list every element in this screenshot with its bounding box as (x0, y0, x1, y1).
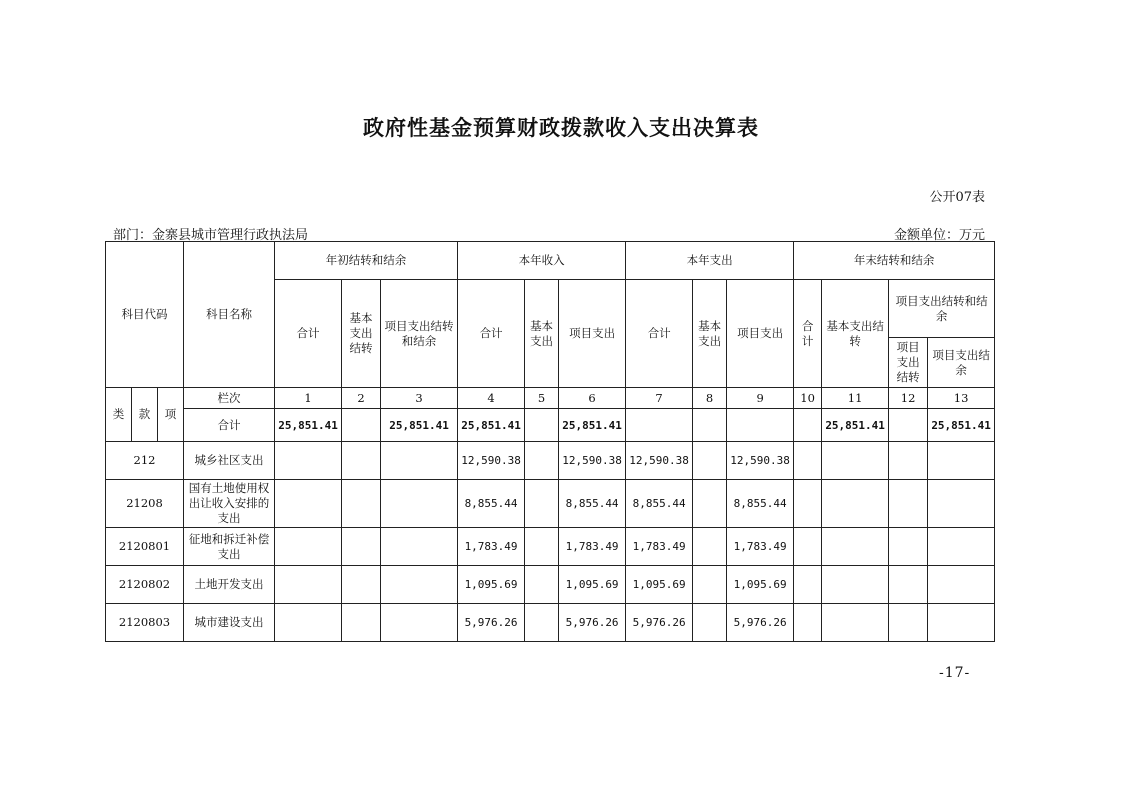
header-lei: 类 (106, 388, 132, 442)
row-value (342, 528, 381, 566)
row-value (525, 442, 559, 480)
header-begin-balance: 年初结转和结余 (275, 242, 458, 280)
row-code: 21208 (106, 480, 184, 528)
header-total-10: 合计 (794, 280, 822, 388)
unit-label: 金额单位：万元 (893, 228, 985, 243)
total-cell (693, 409, 727, 442)
row-value (275, 528, 342, 566)
row-value (889, 442, 928, 480)
row-value (275, 480, 342, 528)
col-number: 13 (928, 388, 995, 409)
total-cell (889, 409, 928, 442)
row-value (693, 566, 727, 604)
row-value: 5,976.26 (727, 604, 794, 642)
row-value (889, 566, 928, 604)
col-number: 11 (822, 388, 889, 409)
column-number-row (106, 388, 995, 409)
header-project-carry-balance: 项目支出结转和结余 (381, 280, 458, 388)
row-value (928, 566, 995, 604)
row-value: 12,590.38 (458, 442, 525, 480)
row-code: 2120801 (106, 528, 184, 566)
header-total-7: 合计 (626, 280, 693, 388)
total-cell: 25,851.41 (559, 409, 626, 442)
total-cell (342, 409, 381, 442)
row-value (693, 480, 727, 528)
header-project-carry-balance-end: 项目支出结转和结余 (889, 280, 995, 338)
row-value: 12,590.38 (626, 442, 693, 480)
col-number: 2 (342, 388, 381, 409)
row-value (889, 480, 928, 528)
row-value (693, 604, 727, 642)
row-value (822, 604, 889, 642)
page-number: -17- (939, 665, 971, 681)
row-value (928, 604, 995, 642)
row-value: 1,095.69 (727, 566, 794, 604)
row-value: 5,976.26 (458, 604, 525, 642)
row-value (342, 442, 381, 480)
row-value: 5,976.26 (626, 604, 693, 642)
row-value (928, 442, 995, 480)
row-value: 5,976.26 (559, 604, 626, 642)
row-name: 土地开发支出 (184, 566, 275, 604)
row-name: 城乡社区支出 (184, 442, 275, 480)
row-value (822, 528, 889, 566)
total-cell: 25,851.41 (458, 409, 525, 442)
row-value: 1,783.49 (458, 528, 525, 566)
total-cell (794, 409, 822, 442)
header-end-balance: 年末结转和结余 (794, 242, 995, 280)
row-value (794, 528, 822, 566)
header-basic-8: 基本支出 (693, 280, 727, 388)
row-value: 1,095.69 (458, 566, 525, 604)
row-value: 12,590.38 (727, 442, 794, 480)
row-value (822, 566, 889, 604)
row-value: 8,855.44 (559, 480, 626, 528)
header-basic-carry: 基本支出结转 (342, 280, 381, 388)
col-number: 8 (693, 388, 727, 409)
header-total-1: 合计 (275, 280, 342, 388)
row-value (381, 528, 458, 566)
header-year-income: 本年收入 (458, 242, 626, 280)
row-label: 栏次 (184, 388, 275, 409)
row-value (794, 566, 822, 604)
row-value (822, 480, 889, 528)
row-value (794, 604, 822, 642)
row-value: 1,095.69 (626, 566, 693, 604)
row-value (794, 480, 822, 528)
col-number: 12 (889, 388, 928, 409)
header-basic-carry-end: 基本支出结转 (822, 280, 889, 388)
row-value (342, 566, 381, 604)
row-value (525, 480, 559, 528)
row-name: 城市建设支出 (184, 604, 275, 642)
header-subject-code: 科目代码 (106, 242, 184, 388)
row-code: 212 (106, 442, 184, 480)
row-value (275, 604, 342, 642)
row-value (381, 480, 458, 528)
form-number: 公开07表 (929, 190, 985, 205)
col-number: 4 (458, 388, 525, 409)
row-value: 12,590.38 (559, 442, 626, 480)
row-value (525, 528, 559, 566)
header-subject-name: 科目名称 (184, 242, 275, 388)
total-cell: 25,851.41 (928, 409, 995, 442)
total-cell (525, 409, 559, 442)
row-value (693, 528, 727, 566)
total-cell (727, 409, 794, 442)
total-cell: 25,851.41 (275, 409, 342, 442)
row-value: 1,783.49 (727, 528, 794, 566)
header-basic-5: 基本支出 (525, 280, 559, 388)
row-value: 1,783.49 (559, 528, 626, 566)
page-title: 政府性基金预算财政拨款收入支出决算表 (363, 115, 759, 140)
row-name: 征地和拆迁补偿支出 (184, 528, 275, 566)
header-year-expense: 本年支出 (626, 242, 794, 280)
row-value (889, 528, 928, 566)
header-xiang: 项 (158, 388, 184, 442)
header-kuan: 款 (132, 388, 158, 442)
header-project-6: 项目支出 (559, 280, 626, 388)
row-value (381, 604, 458, 642)
row-value (381, 566, 458, 604)
total-row (106, 409, 995, 442)
row-code: 2120802 (106, 566, 184, 604)
col-number: 5 (525, 388, 559, 409)
table-row (106, 442, 995, 480)
col-number: 10 (794, 388, 822, 409)
total-cell (626, 409, 693, 442)
row-value: 1,095.69 (559, 566, 626, 604)
row-value (275, 566, 342, 604)
row-value (693, 442, 727, 480)
row-value (342, 604, 381, 642)
row-value (275, 442, 342, 480)
row-value: 8,855.44 (458, 480, 525, 528)
row-value (525, 604, 559, 642)
table-row (106, 480, 995, 528)
row-value (928, 480, 995, 528)
header-project-carry: 项目支出结转 (889, 338, 928, 388)
header-project-balance: 项目支出结余 (928, 338, 995, 388)
total-cell: 25,851.41 (381, 409, 458, 442)
row-value: 8,855.44 (626, 480, 693, 528)
budget-table (105, 241, 995, 642)
header-total-4: 合计 (458, 280, 525, 388)
department-label: 部门：金寨县城市管理行政执法局 (113, 228, 309, 243)
row-value (342, 480, 381, 528)
col-number: 1 (275, 388, 342, 409)
col-number: 3 (381, 388, 458, 409)
row-value (928, 528, 995, 566)
row-value (381, 442, 458, 480)
table-row (106, 528, 995, 566)
total-label: 合计 (184, 409, 275, 442)
table-row (106, 604, 995, 642)
row-value: 1,783.49 (626, 528, 693, 566)
row-name: 国有土地使用权出让收入安排的支出 (184, 480, 275, 528)
row-value: 8,855.44 (727, 480, 794, 528)
header-row-1 (106, 242, 995, 280)
col-number: 7 (626, 388, 693, 409)
row-code: 2120803 (106, 604, 184, 642)
col-number: 9 (727, 388, 794, 409)
row-value (525, 566, 559, 604)
header-project-9: 项目支出 (727, 280, 794, 388)
table-row (106, 566, 995, 604)
row-value (822, 442, 889, 480)
row-value (889, 604, 928, 642)
total-cell: 25,851.41 (822, 409, 889, 442)
col-number: 6 (559, 388, 626, 409)
row-value (794, 442, 822, 480)
